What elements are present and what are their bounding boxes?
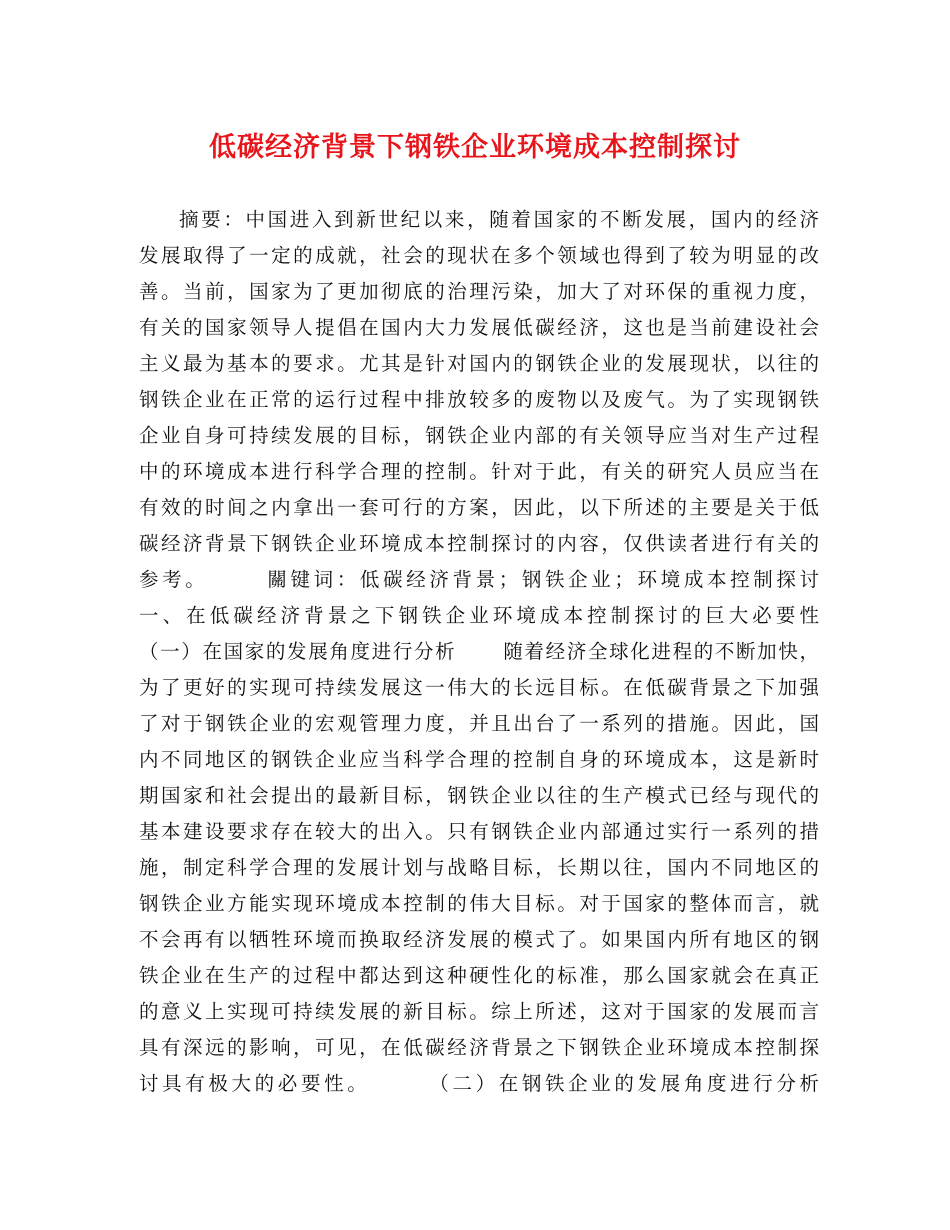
paragraph-line: 施，制定科学合理的发展计划与战略目标，长期以往，国内不同地区的	[139, 856, 819, 879]
paragraph-line: 为了更好的实现可持续发展这一伟大的长远目标。在低碳背景之下加强	[139, 676, 819, 699]
document-title: 低碳经济背景下钢铁企业环境成本控制探讨	[209, 132, 741, 163]
section-heading-line: 一、在低碳经济背景之下钢铁企业环境成本控制探讨的巨大必要性	[139, 604, 819, 627]
paragraph-line: 企业自身可持续发展的目标，钢铁企业内部的有关领导应当对生产过程	[139, 424, 819, 447]
paragraph-line: 铁企业在生产的过程中都达到这种硬性化的标准，那么国家就会在真正	[139, 964, 819, 987]
paragraph-line: 讨具有极大的必要性。 （二）在钢铁企业的发展角度进行分析	[139, 1072, 819, 1095]
paragraph-line: 期国家和社会提出的最新目标，钢铁企业以往的生产模式已经与现代的	[139, 784, 819, 807]
paragraph-line: 了对于钢铁企业的宏观管理力度，并且出台了一系列的措施。因此，国	[139, 712, 819, 735]
paragraph-line: 主义最为基本的要求。尤其是针对国内的钢铁企业的发展现状，以往的	[139, 352, 819, 375]
paragraph-line: 钢铁企业在正常的运行过程中排放较多的废物以及废气。为了实现钢铁	[139, 388, 819, 411]
paragraph-line: （一）在国家的发展角度进行分析 随着经济全球化进程的不断加快，	[139, 640, 819, 663]
paragraph-line: 基本建设要求存在较大的出入。只有钢铁企业内部通过实行一系列的措	[139, 820, 819, 843]
paragraph-line: 具有深远的影响，可见，在低碳经济背景之下钢铁企业环境成本控制探	[139, 1036, 819, 1059]
paragraph-line: 善。当前，国家为了更加彻底的治理污染，加大了对环保的重视力度，	[139, 280, 819, 303]
paragraph-line: 碳经济背景下钢铁企业环境成本控制探讨的内容，仅供读者进行有关的	[139, 532, 819, 555]
paragraph-line: 中的环境成本进行科学合理的控制。针对于此，有关的研究人员应当在	[139, 460, 819, 483]
paragraph-line: 不会再有以牺牲环境而换取经济发展的模式了。如果国内所有地区的钢	[139, 928, 819, 951]
document-body	[139, 202, 819, 1102]
paragraph-line: 内不同地区的钢铁企业应当科学合理的控制自身的环境成本，这是新时	[139, 748, 819, 771]
paragraph-line: 的意义上实现可持续发展的新目标。综上所述，这对于国家的发展而言	[139, 1000, 819, 1023]
paragraph-line: 参考。 關键词：低碳经济背景；钢铁企业；环境成本控制探讨	[139, 568, 819, 591]
paragraph-line: 摘要：中国进入到新世纪以来，随着国家的不断发展，国内的经济	[179, 208, 819, 231]
paragraph-line: 发展取得了一定的成就，社会的现状在多个领域也得到了较为明显的改	[139, 244, 819, 267]
paragraph-line: 有效的时间之内拿出一套可行的方案，因此，以下所述的主要是关于低	[139, 496, 819, 519]
paragraph-line: 钢铁企业方能实现环境成本控制的伟大目标。对于国家的整体而言，就	[139, 892, 819, 915]
paragraph-line: 有关的国家领导人提倡在国内大力发展低碳经济，这也是当前建设社会	[139, 316, 819, 339]
